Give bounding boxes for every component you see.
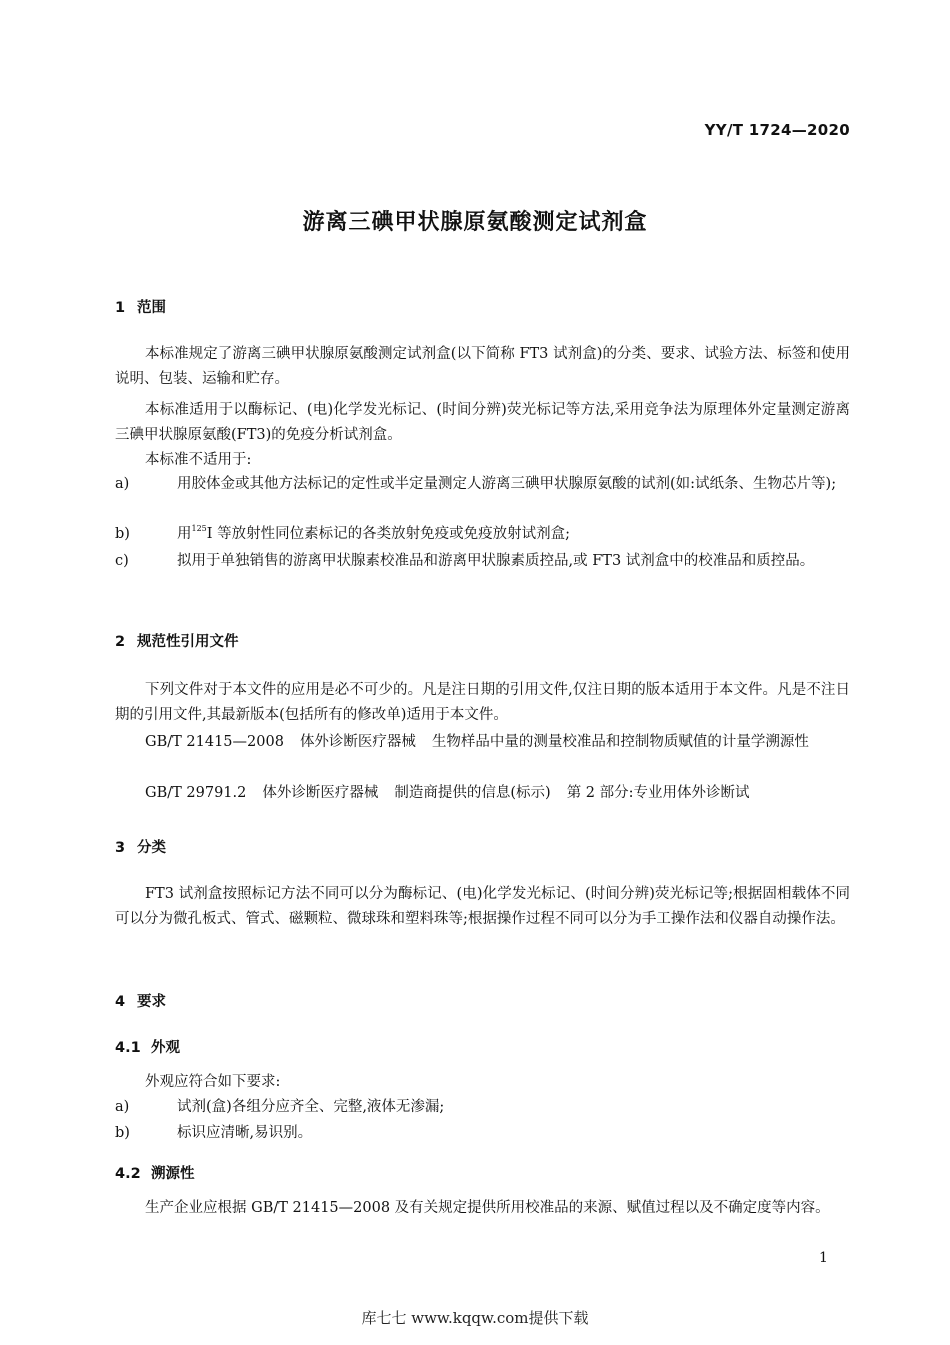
section-number: 4 xyxy=(115,994,126,1010)
section-title: 规范性引用文件 xyxy=(137,634,239,650)
reference-title-part: 体外诊断医疗器械 xyxy=(299,734,416,750)
reference-title-part: 第 2 部分:专业用体外诊断试 xyxy=(566,785,750,801)
section-number: 4.2 xyxy=(115,1166,141,1182)
list-item xyxy=(115,549,855,574)
page-number: 1 xyxy=(819,1250,828,1266)
subsection-4-1-heading xyxy=(115,1036,180,1057)
list-label: a) xyxy=(115,476,130,492)
list-item xyxy=(115,1121,855,1146)
list-label: a) xyxy=(115,1099,130,1115)
list-text-main: I 等放射性同位素标记的各类放射免疫或免疫放射试剂盒; xyxy=(206,526,571,542)
list-item xyxy=(115,1095,855,1120)
section-title: 要求 xyxy=(137,994,166,1010)
section-3-heading xyxy=(115,836,166,857)
section-title: 分类 xyxy=(137,840,166,856)
reference-entry xyxy=(115,781,855,806)
standard-code: YY/T 1724—2020 xyxy=(704,121,850,139)
paragraph: 本标准不适用于: xyxy=(145,452,252,468)
list-text: 标识应清晰,易识别。 xyxy=(177,1125,313,1141)
section-number: 2 xyxy=(115,634,126,650)
list-item xyxy=(115,522,855,547)
paragraph: FT3 试剂盒按照标记方法不同可以分为酶标记、(电)化学发光标记、(时间分辨)荧光标记等;根据固相载体不同可以分为微孔板式、管式、磁颗粒、微球珠和塑料珠等;根据操作过程不同可以分为手工操作法和仪器自动操作法。 xyxy=(115,886,850,927)
list-label: b) xyxy=(115,1125,130,1141)
section-number: 3 xyxy=(115,840,126,856)
section-2-heading xyxy=(115,630,239,651)
list-text: 用胶体金或其他方法标记的定性或半定量测定人游离三碘甲状腺原氨酸的试剂(如:试纸条、生物芯片等); xyxy=(177,476,837,492)
reference-code: GB/T 21415—2008 xyxy=(145,734,284,750)
section-title: 范围 xyxy=(137,300,166,316)
section-title: 溯源性 xyxy=(151,1166,195,1182)
paragraph: 本标准适用于以酶标记、(电)化学发光标记、(时间分辨)荧光标记等方法,采用竞争法为原理体外定量测定游离三碘甲状腺原氨酸(FT3)的免疫分析试剂盒。 xyxy=(115,402,850,443)
paragraph: 本标准规定了游离三碘甲状腺原氨酸测定试剂盒(以下简称 FT3 试剂盒)的分类、要求、试验方法、标签和使用说明、包装、运输和贮存。 xyxy=(115,346,850,387)
list-item xyxy=(115,472,855,497)
paragraph: 外观应符合如下要求: xyxy=(145,1074,281,1090)
section-1-heading xyxy=(115,296,166,317)
reference-title-part: 制造商提供的信息(标示) xyxy=(394,785,551,801)
paragraph: 下列文件对于本文件的应用是必不可少的。凡是注日期的引用文件,仅注日期的版本适用于本文件。凡是不注日期的引用文件,其最新版本(包括所有的修改单)适用于本文件。 xyxy=(115,682,850,723)
list-text xyxy=(177,522,855,547)
section-number: 1 xyxy=(115,300,126,316)
reference-entry xyxy=(115,730,855,755)
document-title: 游离三碘甲状腺原氨酸测定试剂盒 xyxy=(302,210,648,235)
list-label: b) xyxy=(115,526,130,542)
section-number: 4.1 xyxy=(115,1040,141,1056)
reference-title-part: 体外诊断医疗器械 xyxy=(262,785,379,801)
list-text: 试剂(盒)各组分应齐全、完整,液体无渗漏; xyxy=(177,1099,445,1115)
reference-code: GB/T 29791.2 xyxy=(145,785,247,801)
reference-title-part: 生物样品中量的测量校准品和控制物质赋值的计量学溯源性 xyxy=(431,734,809,750)
section-4-heading xyxy=(115,990,166,1011)
section-title: 外观 xyxy=(151,1040,180,1056)
list-text-pre: 用 xyxy=(177,526,192,542)
list-text: 拟用于单独销售的游离甲状腺素校准品和游离甲状腺素质控品,或 FT3 试剂盒中的校准品和质控品。 xyxy=(177,553,815,569)
subsection-4-2-heading xyxy=(115,1162,195,1183)
list-label: c) xyxy=(115,553,129,569)
footer-watermark: 库七七 www.kqqw.com提供下载 xyxy=(361,1309,589,1327)
superscript: 125 xyxy=(191,524,207,533)
paragraph: 生产企业应根据 GB/T 21415—2008 及有关规定提供所用校准品的来源、赋值过程以及不确定度等内容。 xyxy=(145,1200,830,1216)
